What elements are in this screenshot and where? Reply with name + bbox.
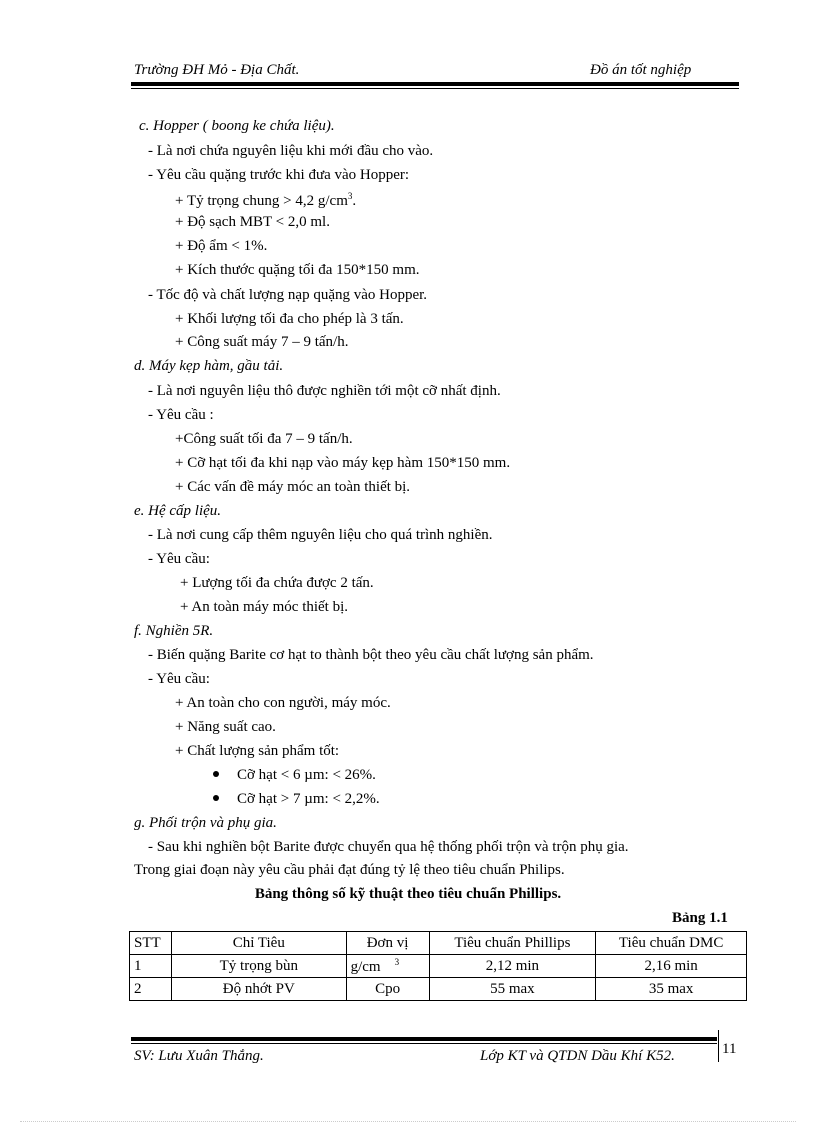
table-title: Bảng thông số kỹ thuật theo tiêu chuẩn Phillips. <box>254 886 562 902</box>
table-cell: 2,12 min <box>429 955 596 978</box>
page-number-divider <box>718 1030 719 1062</box>
text-line: + Công suất máy 7 – 9 tấn/h. <box>175 334 349 350</box>
header-rule <box>131 82 739 86</box>
text-line: + An toàn máy móc thiết bị. <box>180 599 349 615</box>
text-line: + Khối lượng tối đa cho phép là 3 tấn. <box>175 311 404 327</box>
text-line: + Độ sạch MBT < 2,0 ml. <box>175 214 330 230</box>
table-header-cell: Tiêu chuẩn DMC <box>596 932 747 955</box>
text-line: + An toàn cho con người, máy móc. <box>175 695 391 711</box>
bullet-icon <box>213 795 219 801</box>
table-cell: 2,16 min <box>596 955 747 978</box>
header-rule-thin <box>131 88 739 89</box>
text-line: - Là nơi cung cấp thêm nguyên liệu cho quá trình nghiền. <box>148 527 493 543</box>
text-line: - Tốc độ và chất lượng nạp quặng vào Hopper. <box>148 287 428 303</box>
text-line: Trong giai đoạn này yêu cầu phải đạt đúng tỷ lệ theo tiêu chuẩn Philips. <box>134 862 565 878</box>
table-label: Bảng 1.1 <box>672 910 728 926</box>
table-header-cell: Chỉ Tiêu <box>171 932 346 955</box>
section-d-heading: d. Máy kẹp hàm, gầu tải. <box>134 358 284 374</box>
section-g-heading: g. Phối trộn và phụ gia. <box>134 815 277 831</box>
footer-rule-thin <box>131 1043 717 1044</box>
page-number: 11 <box>722 1041 737 1057</box>
text-line: + Cỡ hạt tối đa khi nạp vào máy kẹp hàm 150*150 mm. <box>175 455 511 471</box>
bullet-item: Cỡ hạt < 6 µm: < 26%. <box>213 767 376 784</box>
text-line: - Là nơi chứa nguyên liệu khi mới đầu cho vào. <box>148 143 434 159</box>
text-line: + Chất lượng sản phẩm tốt: <box>175 743 340 759</box>
text-line: - Là nơi nguyên liệu thô được nghiền tới một cỡ nhất định. <box>148 383 501 399</box>
bullet-icon <box>213 771 219 777</box>
table-cell: 1 <box>130 955 172 978</box>
bullet-item: Cỡ hạt > 7 µm: < 2,2%. <box>213 791 380 808</box>
table-header-cell: STT <box>130 932 172 955</box>
section-c-heading: c. Hopper ( boong ke chứa liệu). <box>139 118 335 134</box>
text-line: - Sau khi nghiền bột Barite được chuyển qua hệ thống phối trộn và trộn phụ gia. <box>148 839 629 855</box>
text-line: + Kích thước quặng tối đa 150*150 mm. <box>175 262 420 278</box>
section-f-heading: f. Nghiền 5R. <box>134 623 214 639</box>
table-cell: Tỷ trọng bùn <box>171 955 346 978</box>
table-header-row <box>130 932 747 955</box>
footer-rule <box>131 1037 717 1041</box>
table-cell: g/cm $^3$ <box>346 955 429 978</box>
table-row <box>130 978 747 1001</box>
table-cell: 55 max <box>429 978 596 1001</box>
text-line: - Yêu cầu: <box>148 551 210 567</box>
text-line: - Yêu cầu : <box>148 407 214 423</box>
section-e-heading: e. Hệ cấp liệu. <box>134 503 222 519</box>
header-school: Trường ĐH Mỏ - Địa Chất. <box>134 62 300 78</box>
text-line: - Yêu cầu quặng trước khi đưa vào Hopper: <box>148 167 410 183</box>
text-line: - Biến quặng Barite cơ hạt to thành bột theo yêu cầu chất lượng sản phẩm. <box>148 647 594 663</box>
text-line: + Độ ẩm < 1%. <box>175 238 268 254</box>
text-line: + Các vấn đề máy móc an toàn thiết bị. <box>175 479 411 495</box>
footer-class: Lớp KT và QTDN Dầu Khí K52. <box>480 1048 675 1064</box>
table-row <box>130 955 747 978</box>
text-line: + Tỷ trọng chung > 4,2 $g/cm^3$. <box>175 191 357 209</box>
header-doc-title: Đồ án tốt nghiệp <box>590 62 692 78</box>
table-header-cell: Đơn vị <box>346 932 429 955</box>
text-line: + Lượng tối đa chứa được 2 tấn. <box>180 575 374 591</box>
spec-table <box>129 931 747 1001</box>
footer-student: SV: Lưu Xuân Thắng. <box>134 1048 264 1064</box>
page-bottom-border <box>20 1121 796 1122</box>
text-line: - Yêu cầu: <box>148 671 210 687</box>
table-cell: Độ nhớt PV <box>171 978 346 1001</box>
table-header-cell: Tiêu chuẩn Phillips <box>429 932 596 955</box>
text-line: + Năng suất cao. <box>175 719 276 735</box>
table-cell: Cpo <box>346 978 429 1001</box>
table-cell: 2 <box>130 978 172 1001</box>
table-cell: 35 max <box>596 978 747 1001</box>
text-line: +Công suất tối đa 7 – 9 tấn/h. <box>175 431 353 447</box>
